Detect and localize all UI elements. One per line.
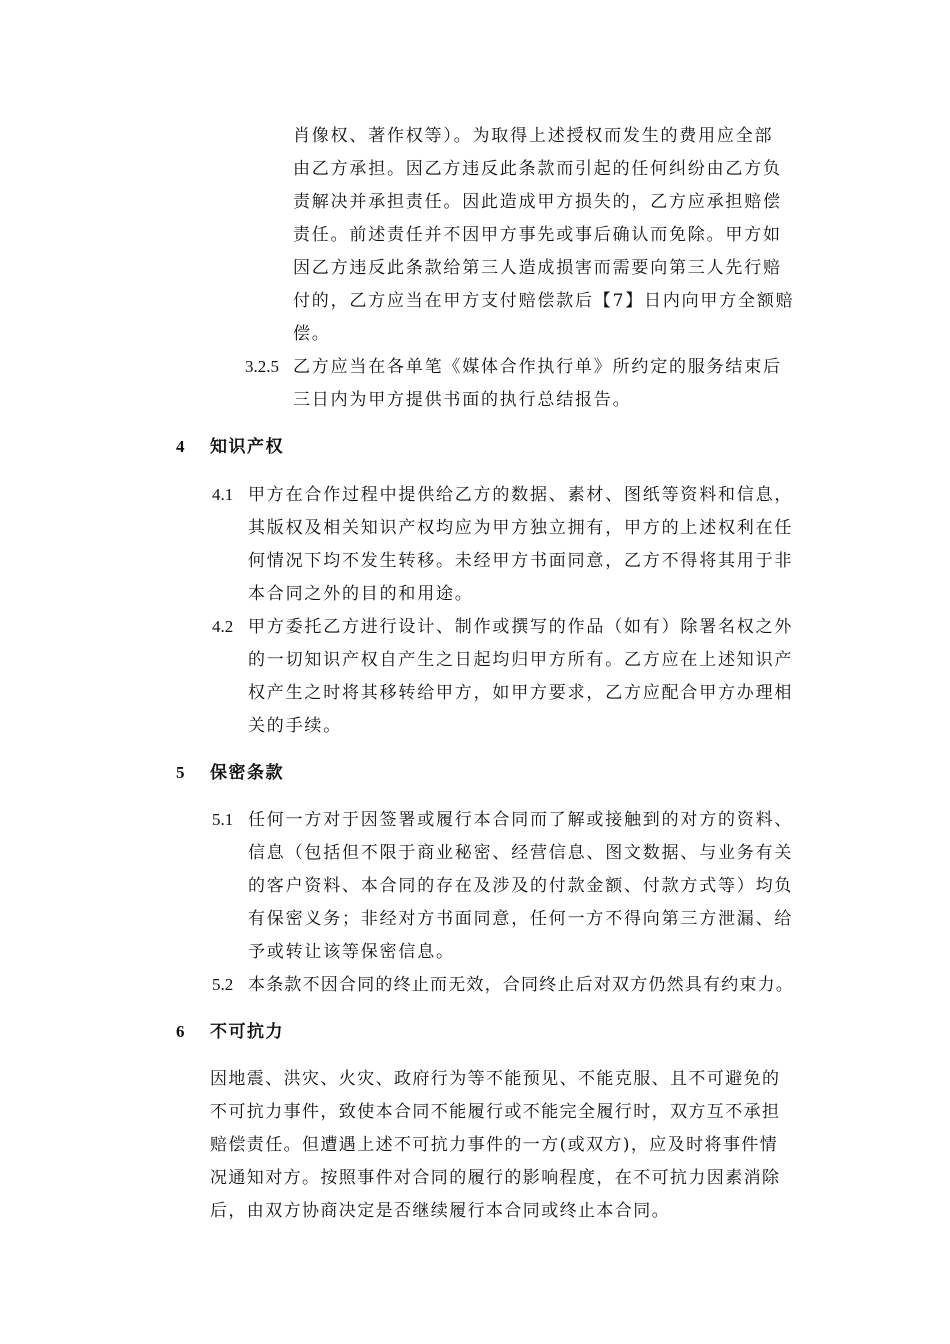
paragraph-line: 的一切知识产权自产生之日起均归甲方所有。乙方应在上述知识产 (248, 650, 794, 670)
paragraph-line: 由乙方承担。因乙方违反此条款而引起的任何纠纷由乙方负 (293, 159, 782, 179)
paragraph-line: 因乙方违反此条款给第三人造成损害而需要向第三人先行赔 (293, 258, 782, 278)
paragraph-line: 付的，乙方应当在甲方支付赔偿款后【7】日内向甲方全额赔 (293, 291, 795, 311)
clause-number: 5.1 (212, 810, 234, 829)
paragraph-line: 赔偿责任。但遭遇上述不可抗力事件的一方(或双方)，应及时将事件情 (210, 1135, 779, 1155)
paragraph-line: 其版权及相关知识产权均应为甲方独立拥有，甲方的上述权利在任 (248, 518, 794, 538)
paragraph-line: 予或转让该等保密信息。 (248, 942, 455, 962)
paragraph-line: 信息（包括但不限于商业秘密、经营信息、图文数据、与业务有关 (248, 843, 794, 863)
paragraph-line: 肖像权、著作权等）。为取得上述授权而发生的费用应全部 (293, 126, 774, 146)
clause-number: 4.2 (212, 617, 234, 636)
paragraph-line: 三日内为甲方提供书面的执行总结报告。 (293, 390, 632, 410)
paragraph-line: 乙方应当在各单笔《媒体合作执行单》所约定的服务结束后 (293, 357, 782, 377)
paragraph-line: 况通知对方。按照事件对合同的履行的影响程度，在不可抗力因素消除 (210, 1168, 781, 1188)
section-title: 知识产权 (210, 437, 284, 457)
section-title: 不可抗力 (210, 1022, 284, 1042)
clause-number: 4.1 (212, 485, 234, 504)
clause-number: 5.2 (212, 975, 234, 994)
paragraph-line: 因地震、洪灾、火灾、政府行为等不能预见、不能克服、且不可避免的 (210, 1069, 781, 1089)
paragraph-line: 甲方委托乙方进行设计、制作或撰写的作品（如有）除署名权之外 (248, 617, 794, 637)
section-number: 5 (176, 763, 185, 782)
clause-number: 3.2.5 (245, 357, 279, 376)
paragraph-line: 偿。 (293, 324, 331, 344)
section-number: 6 (176, 1022, 185, 1041)
paragraph-line: 关的手续。 (248, 716, 342, 736)
paragraph-line: 责解决并承担责任。因此造成甲方损失的，乙方应承担赔偿 (293, 192, 782, 212)
paragraph-line: 甲方在合作过程中提供给乙方的数据、素材、图纸等资料和信息， (248, 485, 794, 505)
paragraph-line: 何情况下均不发生转移。未经甲方书面同意，乙方不得将其用于非 (248, 551, 794, 571)
section-title: 保密条款 (210, 763, 284, 783)
section-number: 4 (176, 437, 185, 456)
paragraph-line: 不可抗力事件，致使本合同不能履行或不能完全履行时，双方互不承担 (210, 1102, 781, 1122)
paragraph-line: 责任。前述责任并不因甲方事先或事后确认而免除。甲方如 (293, 225, 782, 245)
paragraph-line: 有保密义务；非经对方书面同意，任何一方不得向第三方泄漏、给 (248, 909, 794, 929)
paragraph-line: 本合同之外的目的和用途。 (248, 584, 474, 604)
paragraph-line: 本条款不因合同的终止而无效，合同终止后对双方仍然具有约束力。 (248, 975, 794, 995)
paragraph-line: 任何一方对于因签署或履行本合同而了解或接触到的对方的资料、 (248, 810, 794, 830)
paragraph-line: 后，由双方协商决定是否继续履行本合同或终止本合同。 (210, 1201, 670, 1221)
paragraph-line: 的客户资料、本合同的存在及涉及的付款金额、付款方式等）均负 (248, 876, 794, 896)
paragraph-line: 权产生之时将其移转给甲方，如甲方要求，乙方应配合甲方办理相 (248, 683, 794, 703)
